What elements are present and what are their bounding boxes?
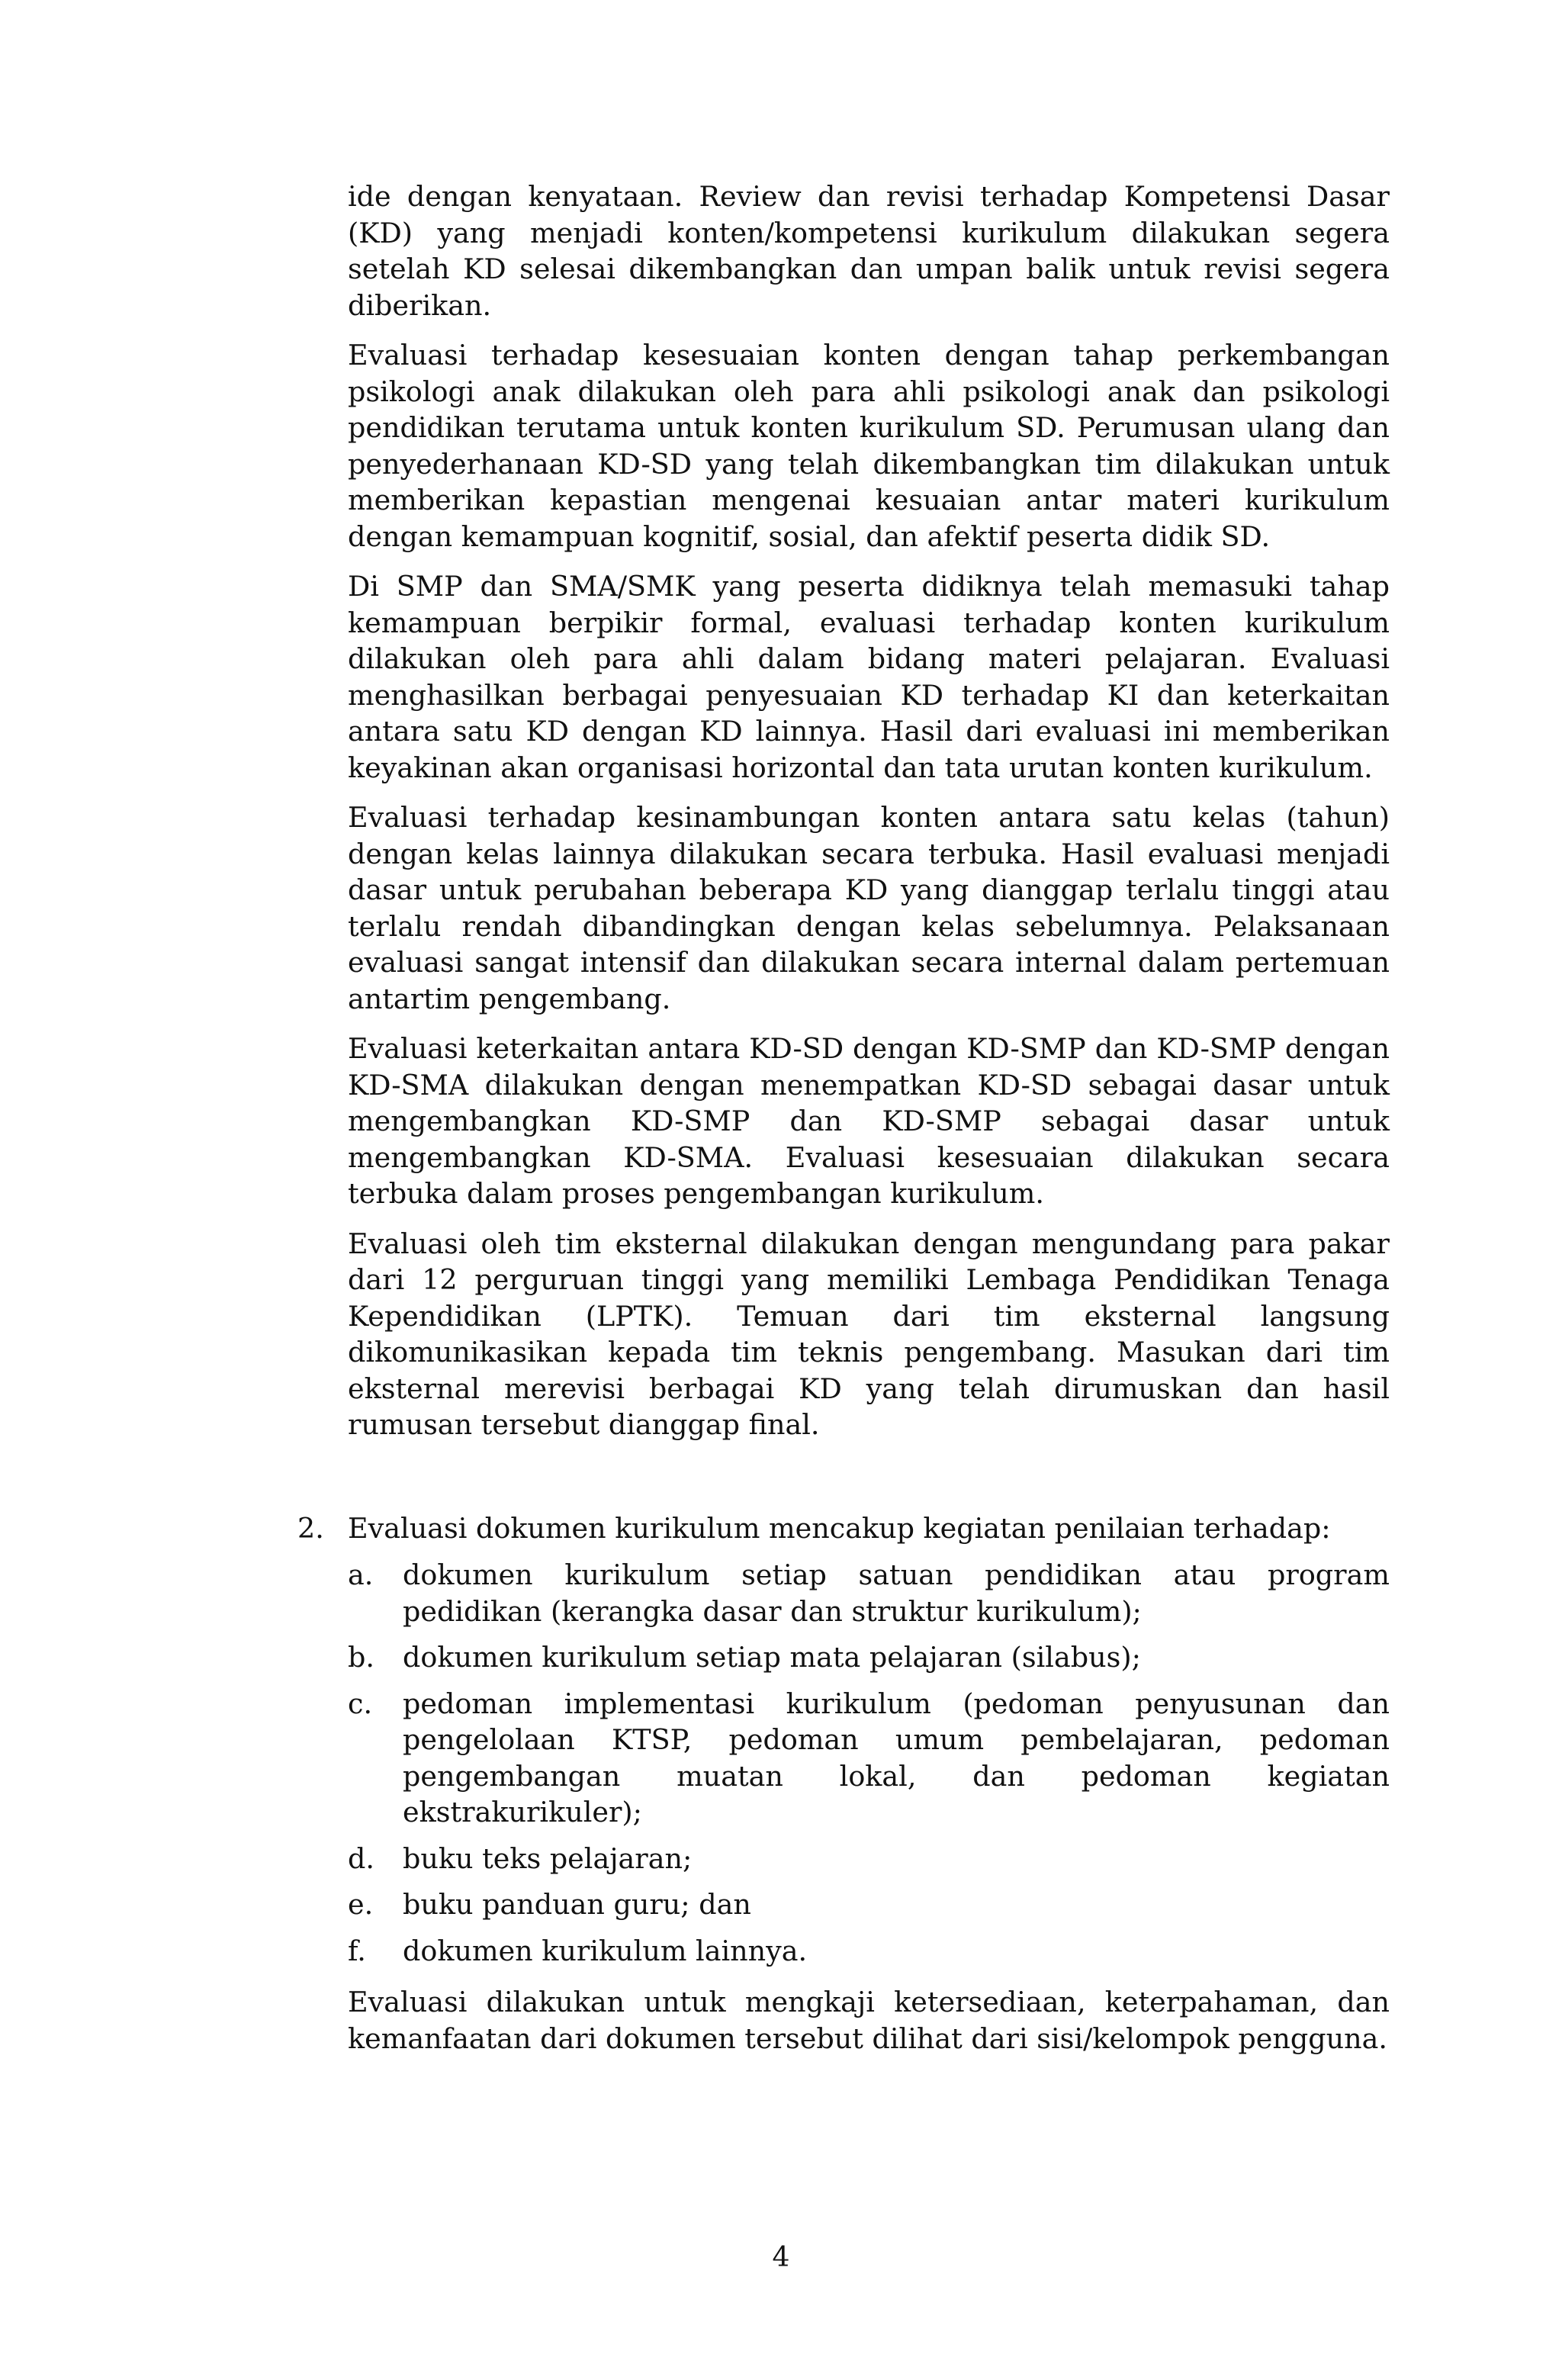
paragraph-review-revisi-kd: ide dengan kenyataan. Review dan revisi terhadap Kompetensi Dasar (KD) yang menjadi konten/kompetensi kurikulum dilakukan segera setelah KD selesai dikembangkan dan umpan balik untuk revisi segera diberikan. [348,180,1390,322]
page-body [297,178,1390,2070]
list-marker: e. [348,1888,374,1921]
section-intro: Evaluasi dokumen kurikulum mencakup kegiatan penilaian terhadap: [348,1511,1331,1545]
page-number: 4 [772,2242,790,2273]
list-item-text: buku teks pelajaran; [403,1841,693,1875]
list-item [348,1639,1390,1676]
list-marker: d. [348,1841,374,1875]
document-list [348,1557,1390,1969]
list-item-text: dokumen kurikulum setiap mata pelajaran (silabus); [403,1641,1141,1674]
paragraph-evaluasi-keterkaitan: Evaluasi keterkaitan antara KD-SD dengan KD-SMP dan KD-SMP dengan KD-SMA dilakukan dengan menempatkan KD-SD sebagai dasar untuk mengembangkan KD-SMP dan KD-SMP sebagai dasar untuk mengembangkan KD-SMA. Evaluasi kesesuaian dilakukan secara terbuka dalam proses pengembangan kurikulum. [348,1032,1390,1210]
list-marker: f. [348,1934,366,1967]
paragraph-evaluasi-tim-eksternal: Evaluasi oleh tim eksternal dilakukan dengan mengundang para pakar dari 12 perguruan tinggi yang memiliki Lembaga Pendidikan Tenaga Kependidikan (LPTK). Temuan dari tim eksternal langsung dikomunikasikan kepada tim teknis pengembang. Masukan dari tim eksternal merevisi berbagai KD yang telah dirumuskan dan hasil rumusan tersebut dianggap final. [348,1227,1390,1441]
closing-paragraph: Evaluasi dilakukan untuk mengkaji ketersediaan, keterpahaman, dan kemanfaatan dari dokumen tersebut dilihat dari sisi/kelompok pengguna. [348,1986,1390,2055]
list-marker: a. [348,1558,374,1591]
list-item [348,1886,1390,1923]
paragraph-evaluasi-smp-sma: Di SMP dan SMA/SMK yang peserta didiknya telah memasuki tahap kemampuan berpikir formal, evaluasi terhadap konten kurikulum dilakukan oleh para ahli dalam bidang materi pelajaran. Evaluasi menghasilkan berbagai penyesuaian KD terhadap KI dan keterkaitan antara satu KD dengan KD lainnya. Hasil dari evaluasi ini memberikan keyakinan akan organisasi horizontal dan tata urutan konten kurikulum. [348,570,1390,784]
list-item [348,1841,1390,1877]
paragraph-evaluasi-kesinambungan: Evaluasi terhadap kesinambungan konten antara satu kelas (tahun) dengan kelas lainnya dilakukan secara terbuka. Hasil evaluasi menjadi dasar untuk perubahan beberapa KD yang dianggap terlalu tinggi atau terlalu rendah dibandingkan dengan kelas sebelumnya. Pelaksanaan evaluasi sangat intensif dan dilakukan secara internal dalam pertemuan antartim pengembang. [348,801,1390,1015]
list-marker: c. [348,1687,373,1720]
list-item-text: pedoman implementasi kurikulum (pedoman penyusunan dan pengelolaan KTSP, pedoman umum pembelajaran, pedoman pengembangan muatan lokal, dan pedoman kegiatan ekstrakurikuler); [403,1687,1390,1828]
section-number: 2. [297,1511,324,1545]
paragraph-evaluasi-psikologi-anak: Evaluasi terhadap kesesuaian konten dengan tahap perkembangan psikologi anak dilakukan oleh para ahli psikologi anak dan psikologi pendidikan terutama untuk konten kurikulum SD. Perumusan ulang dan penyederhanaan KD-SD yang telah dikembangkan tim dilakukan untuk memberikan kepastian mengenai kesuaian antar materi kurikulum dengan kemampuan kognitif, sosial, dan afektif peserta didik SD. [348,339,1390,553]
list-item [348,1557,1390,1629]
list-item [348,1933,1390,1970]
list-item-text: buku panduan guru; dan [403,1888,751,1921]
list-marker: b. [348,1641,374,1674]
list-item-text: dokumen kurikulum setiap satuan pendidikan atau program pedidikan (kerangka dasar dan struktur kurikulum); [403,1558,1390,1628]
list-item-text: dokumen kurikulum lainnya. [403,1934,808,1967]
list-item [348,1686,1390,1831]
numbered-section-2 [297,1510,1390,2057]
